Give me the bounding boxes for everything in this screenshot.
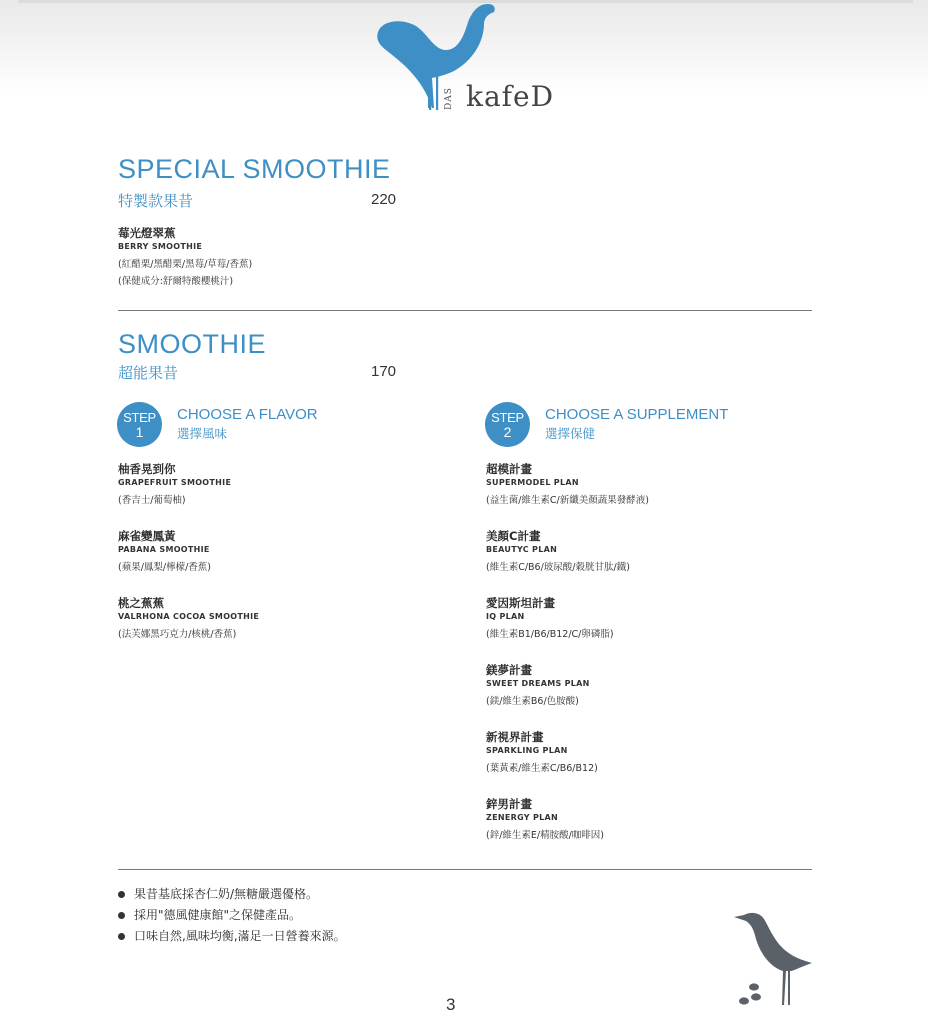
- brand-prefix: DAS: [444, 87, 454, 110]
- item-name-zh: 柚香晃到你: [118, 462, 176, 476]
- special-title: SPECIAL SMOOTHIE: [118, 154, 391, 184]
- special-subtitle: 特製款果昔: [118, 192, 194, 210]
- step1-title: CHOOSE A FLAVOR: [177, 406, 318, 423]
- item-ingredients-extra: (保健成分:舒爾特酸櫻桃汁): [118, 276, 234, 287]
- note-item: [118, 928, 346, 944]
- item-name-zh: 愛因斯坦計畫: [486, 596, 555, 610]
- item-name-zh: 桃之蕉蕉: [118, 596, 164, 610]
- supplement-item: [486, 662, 590, 710]
- item-ingredients: (紅醋栗/黑醋栗/黑莓/草莓/香蕉): [118, 259, 253, 270]
- item-ingredients: (蘋果/鳳梨/檸檬/香蕉): [118, 562, 212, 573]
- step2-subtitle: 選擇保健: [545, 426, 596, 441]
- section-divider: [118, 310, 812, 311]
- supplement-item: [486, 461, 649, 509]
- item-name-en: PABANA SMOOTHIE: [118, 545, 210, 554]
- item-ingredients: (維生素C/B6/玻尿酸/穀胱甘肽/鐵): [486, 562, 630, 573]
- bullet-icon: [118, 933, 125, 940]
- item-ingredients: (鋅/維生素E/精胺酸/咖啡因): [486, 830, 605, 841]
- item-name-en: BEAUTYC PLAN: [486, 545, 558, 554]
- step2-badge: [485, 402, 530, 447]
- item-name-zh: 新視界計畫: [486, 730, 544, 744]
- item-ingredients: (葉黃素/維生素C/B6/B12): [486, 763, 598, 774]
- item-name-en: GRAPEFRUIT SMOOTHIE: [118, 478, 232, 487]
- flavor-item: [118, 528, 211, 576]
- item-name-zh: 超模計畫: [486, 462, 532, 476]
- supplement-item: [486, 729, 598, 777]
- item-ingredients: (益生菌/維生素C/新纖美顏蔬果發酵液): [486, 495, 649, 506]
- note-text: 口味自然,風味均衡,滿足一日營養來源。: [134, 929, 346, 943]
- item-name-en: SWEET DREAMS PLAN: [486, 679, 590, 688]
- special-price: 220: [371, 191, 397, 208]
- step1-badge: [117, 402, 162, 447]
- item-ingredients: (法芙娜黑巧克力/核桃/香蕉): [118, 629, 237, 640]
- brand-name: kafeD: [466, 80, 555, 113]
- note-text: 果昔基底採杏仁奶/無糖嚴選優格。: [134, 887, 319, 901]
- step2-word: STEP: [491, 410, 524, 425]
- item-name-zh: 鋅男計畫: [486, 797, 532, 811]
- page-number: 3: [446, 995, 456, 1014]
- smoothie-price: 170: [371, 363, 397, 380]
- item-name-en: SPARKLING PLAN: [486, 746, 568, 755]
- item-name-en: ZENERGY PLAN: [486, 813, 559, 822]
- supplement-item: [486, 595, 614, 643]
- note-text: 採用"德風健康館"之保健產品。: [134, 908, 302, 922]
- smoothie-title: SMOOTHIE: [118, 329, 267, 359]
- supplement-item: [486, 528, 630, 576]
- step2-number: 2: [503, 424, 512, 440]
- flavor-item: [118, 595, 259, 643]
- step1-word: STEP: [123, 410, 156, 425]
- smoothie-subtitle: 超能果昔: [118, 364, 179, 382]
- item-ingredients: (鎂/維生素B6/色胺酸): [486, 696, 579, 707]
- item-name-zh: 美顏C計畫: [486, 529, 541, 543]
- item-name-en: SUPERMODEL PLAN: [486, 478, 579, 487]
- item-name-en: IQ PLAN: [486, 612, 525, 621]
- step1-number: 1: [135, 424, 144, 440]
- item-name-zh: 鎂夢計畫: [486, 663, 532, 677]
- step2-title: CHOOSE A SUPPLEMENT: [545, 406, 729, 423]
- bullet-icon: [118, 912, 125, 919]
- item-name-zh: 麻雀變鳳黃: [118, 529, 176, 543]
- bird-coffee-bean-icon: [730, 905, 820, 1010]
- item-name-zh: 莓光燈翠蕉: [118, 226, 176, 240]
- item-ingredients: (維生素B1/B6/B12/C/卵磷脂): [486, 629, 614, 640]
- notes-divider: [118, 869, 812, 870]
- note-item: [118, 886, 318, 902]
- flavor-item: [118, 461, 231, 509]
- step1-subtitle: 選擇風味: [177, 426, 228, 441]
- note-item: [118, 907, 301, 923]
- supplement-item: [486, 796, 604, 844]
- special-item: [118, 225, 252, 290]
- item-name-en: BERRY SMOOTHIE: [118, 242, 203, 251]
- item-ingredients: (香吉士/葡萄柚): [118, 495, 186, 506]
- item-name-en: VALRHONA COCOA SMOOTHIE: [118, 612, 260, 621]
- bullet-icon: [118, 891, 125, 898]
